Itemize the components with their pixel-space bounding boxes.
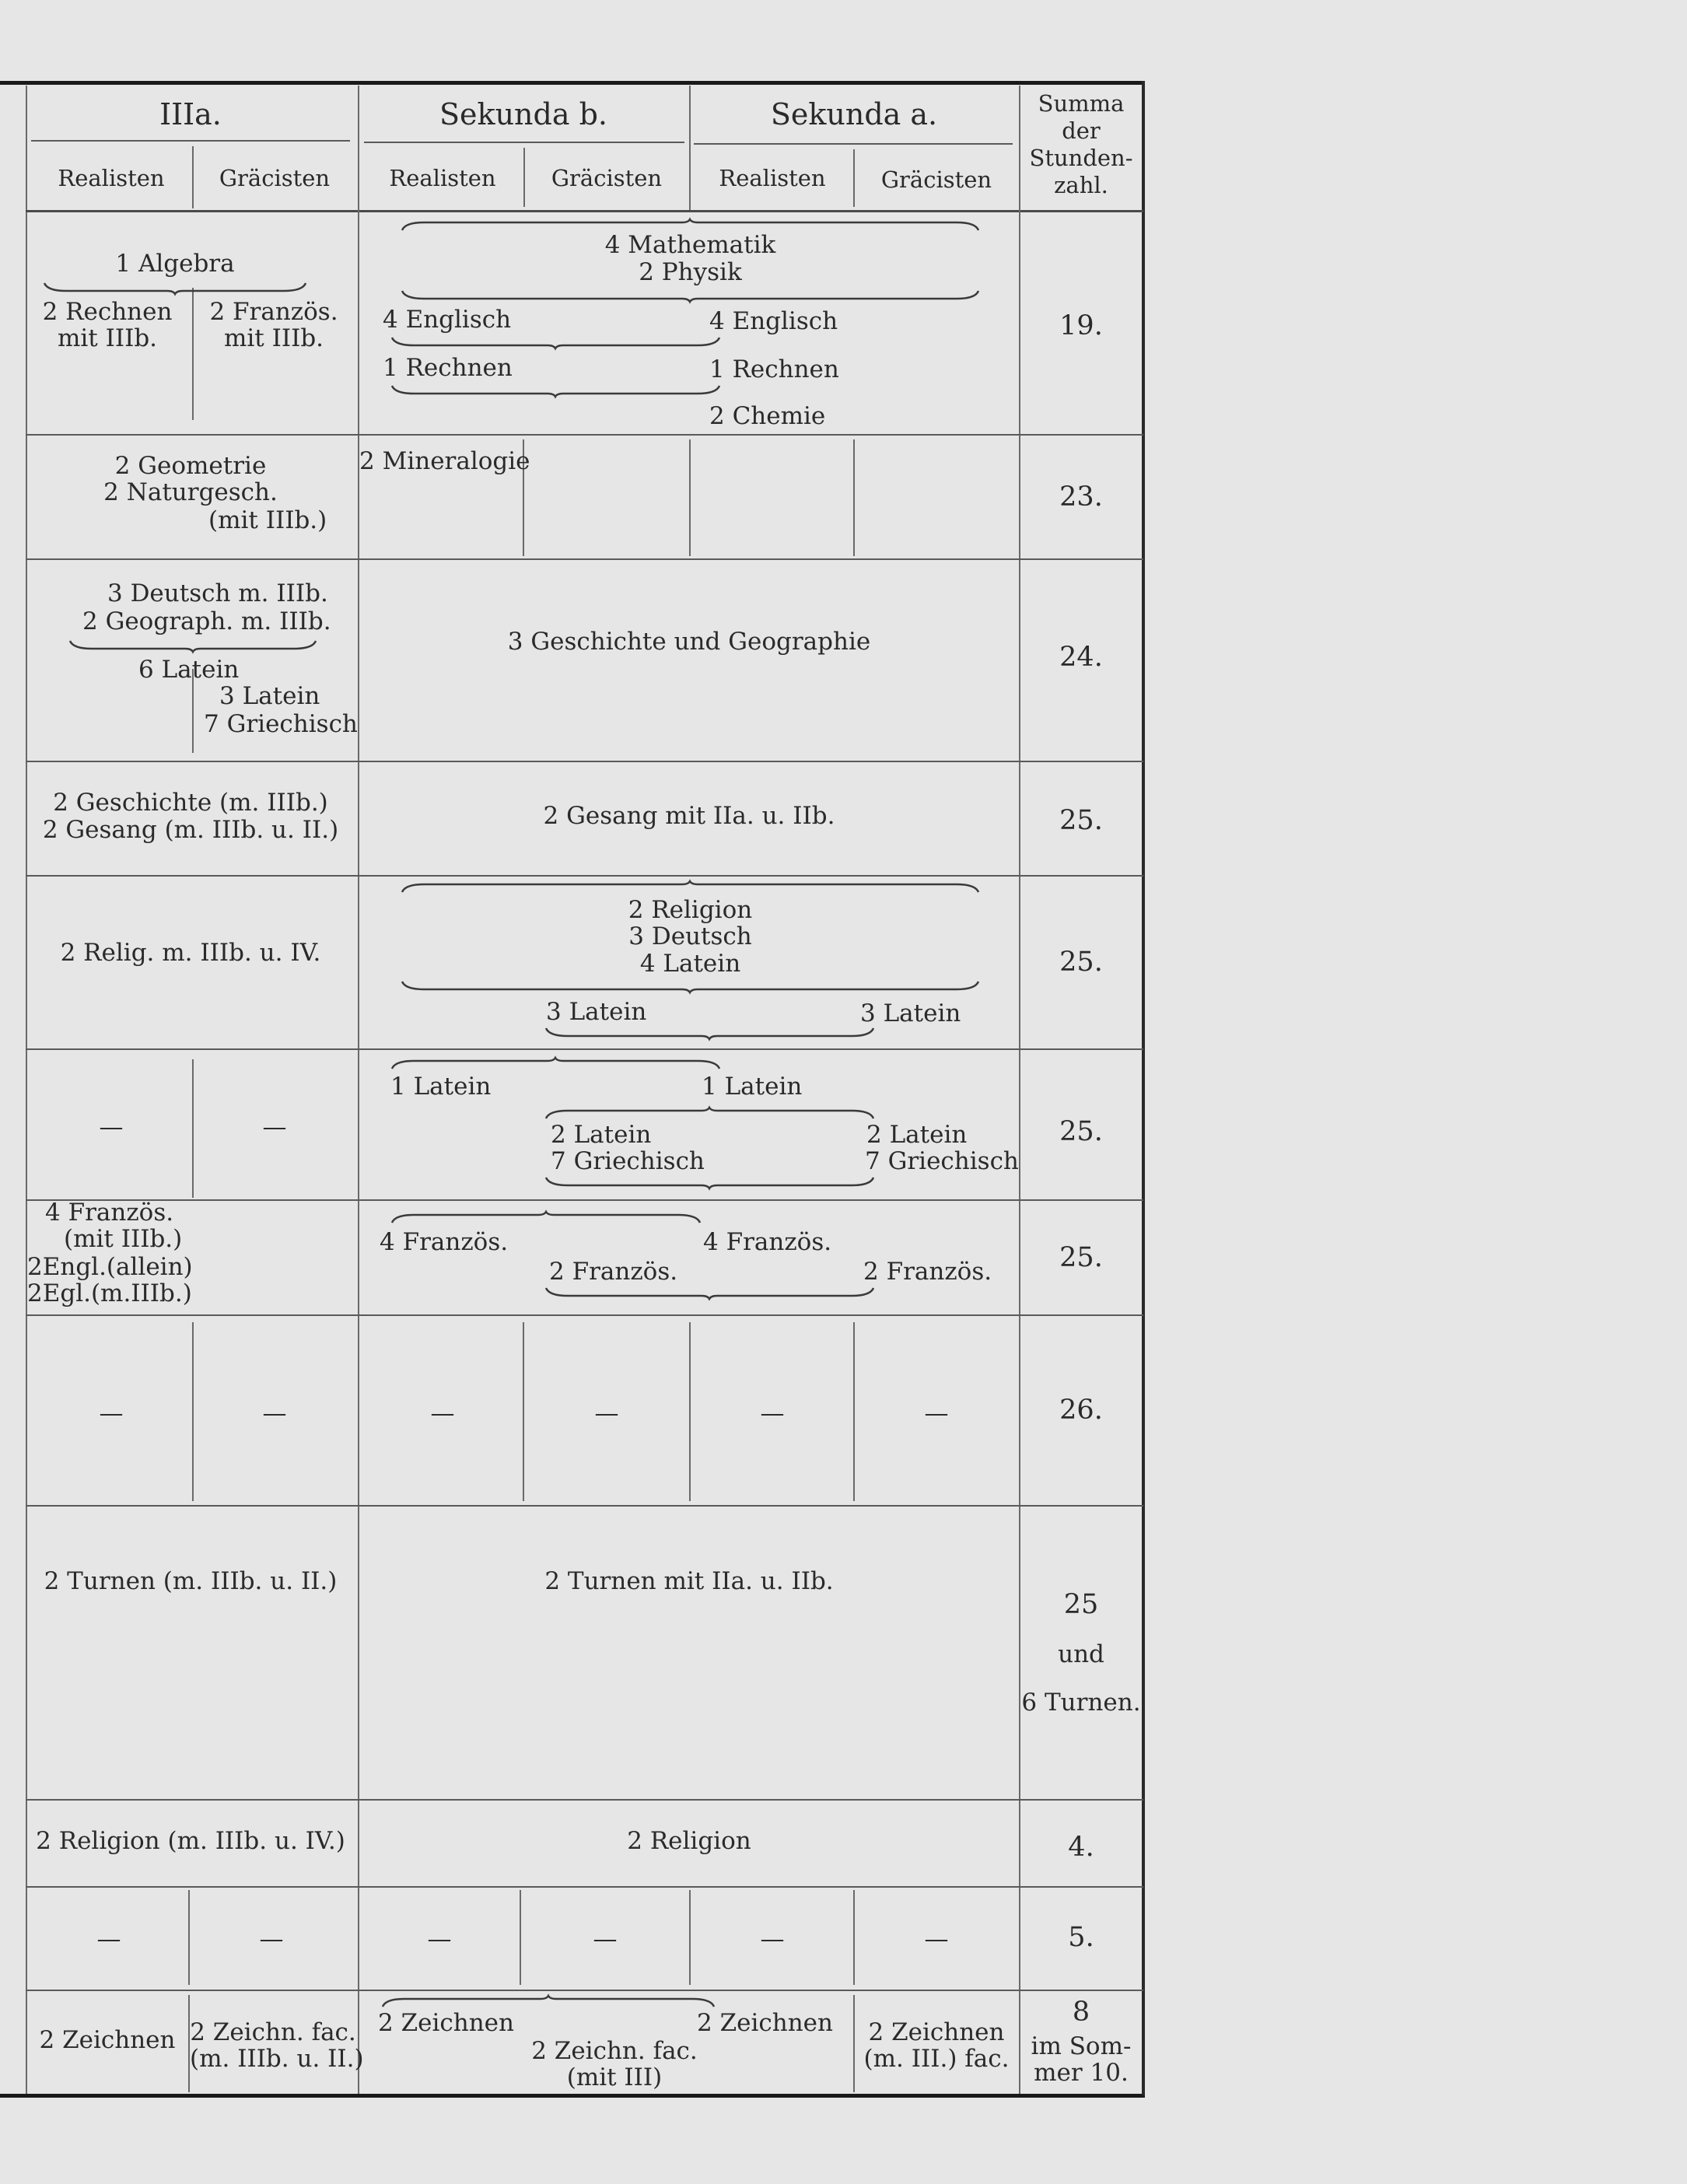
cell-text: 6 Latein — [138, 656, 240, 684]
col-rule — [523, 148, 525, 207]
cell-text: 2 Zeichn. fac. — [190, 2018, 356, 2046]
cell-text: 2 Geograph. m. IIIb. — [82, 607, 331, 635]
cell-text: (mit III) — [566, 2063, 663, 2091]
sum-cell: und — [1058, 1640, 1104, 1668]
brace — [390, 336, 721, 348]
dash-cell: — — [593, 1925, 618, 1953]
row-rule — [26, 1886, 1143, 1888]
sum-cell: mer 10. — [1034, 2059, 1129, 2087]
row-rule — [26, 1990, 1143, 1991]
cell-text: 3 Deutsch m. IIIb. — [107, 579, 328, 607]
header-realisten: Realisten — [719, 165, 826, 191]
cell-text: 2 Französ. — [209, 298, 338, 326]
col-rule — [523, 1322, 524, 1501]
header-summa: Summa — [1038, 90, 1125, 117]
brace — [390, 1058, 721, 1070]
cell-text: 4 Französ. — [45, 1199, 174, 1227]
col-rule — [853, 439, 855, 556]
row-rule — [26, 558, 1143, 560]
brace — [381, 1996, 716, 2008]
cell-text: 2 Zeichnen — [697, 2009, 833, 2037]
cell-text: 2 Französ. — [863, 1258, 992, 1286]
cell-text: 4 Latein — [639, 950, 741, 978]
cell-text: 1 Rechnen — [709, 355, 839, 383]
header-summa: Stunden- — [1029, 145, 1133, 171]
cell-text: 2 Gesang mit IIa. u. IIb. — [543, 802, 835, 830]
dash-cell: — — [924, 1399, 949, 1427]
sum-cell: 26. — [1059, 1395, 1103, 1426]
col-rule — [853, 149, 855, 207]
dash-cell: — — [924, 1925, 949, 1953]
sum-cell: 8 — [1072, 1997, 1090, 2028]
cell-text: (m. IIIb. u. II.) — [190, 2045, 364, 2073]
cell-text: 2 Turnen (m. IIIb. u. II.) — [44, 1567, 338, 1595]
brace — [544, 1286, 875, 1299]
col-rule — [853, 1322, 855, 1501]
sum-cell: 4. — [1068, 1832, 1094, 1863]
col-rule — [1019, 86, 1020, 2094]
header-realisten: Realisten — [389, 165, 496, 191]
brace — [68, 639, 317, 652]
cell-text: 2 Rechnen — [42, 298, 173, 326]
table-bottom-rule — [0, 2094, 1145, 2098]
brace — [401, 980, 980, 992]
dash-cell: — — [760, 1925, 785, 1953]
header-realisten: Realisten — [58, 165, 165, 191]
cell-text: 1 Latein — [702, 1073, 803, 1101]
cell-text: 2 Gesang (m. IIIb. u. II.) — [42, 816, 339, 844]
cell-text: (mit IIIb.) — [208, 506, 327, 534]
header-graecisten: Gräcisten — [880, 166, 992, 193]
col-rule — [689, 439, 691, 556]
cell-text: 2 Physik — [639, 258, 742, 286]
brace — [401, 881, 980, 894]
brace — [390, 1212, 702, 1224]
brace — [544, 1176, 875, 1188]
cell-text: 2 Geschichte (m. IIIb.) — [53, 789, 328, 817]
row-rule — [26, 1505, 1143, 1507]
col-rule — [520, 1890, 521, 1985]
header-graecisten: Gräcisten — [551, 165, 663, 191]
col-rule — [192, 288, 194, 420]
cell-text: 2 Relig. m. IIIb. u. IV. — [60, 939, 321, 967]
sum-cell: 25 — [1063, 1589, 1099, 1620]
row-rule — [26, 434, 1143, 436]
cell-text: 2 Turnen mit IIa. u. IIb. — [544, 1567, 834, 1595]
col-rule — [853, 1890, 855, 1985]
header-col-sekunda-b: Sekunda b. — [439, 97, 607, 131]
cell-text: 1 Rechnen — [383, 354, 513, 382]
cell-text: 2Egl.(m.IIIb.) — [27, 1279, 192, 1307]
cell-text: 4 Englisch — [709, 307, 838, 335]
sum-cell: 23. — [1059, 481, 1103, 513]
table-top-rule — [0, 81, 1145, 85]
cell-text: 1 Latein — [390, 1073, 492, 1101]
col-rule — [689, 1322, 691, 1501]
brace — [544, 1108, 875, 1120]
col-rule — [192, 146, 194, 208]
cell-text: 3 Latein — [860, 999, 961, 1027]
cell-text: 2 Latein — [866, 1121, 968, 1149]
cell-text: 2 Religion (m. IIIb. u. IV.) — [36, 1827, 345, 1855]
cell-text: 2 Religion — [627, 1827, 751, 1855]
cell-text: 3 Latein — [546, 998, 647, 1026]
row-rule — [26, 1314, 1143, 1316]
col-rule — [192, 1322, 194, 1501]
cell-text: 3 Deutsch — [628, 922, 752, 950]
sum-cell: 25. — [1059, 947, 1103, 978]
cell-text: 2 Zeichn. fac. — [531, 2037, 698, 2065]
cell-text: 2 Naturgesch. — [103, 478, 278, 506]
header-bottom-rule — [26, 210, 1143, 212]
sum-cell: 24. — [1059, 642, 1103, 673]
sum-cell: im Som- — [1031, 2032, 1132, 2060]
cell-text: 2 Chemie — [709, 402, 826, 430]
cell-text: 4 Mathematik — [604, 231, 776, 259]
row-rule — [26, 875, 1143, 877]
table-right-rule — [1142, 81, 1145, 2095]
row-rule — [26, 1048, 1143, 1050]
cell-text: mit IIIb. — [223, 324, 324, 352]
row-rule — [26, 1199, 1143, 1201]
col-rule — [689, 86, 691, 210]
cell-text: 2 Zeichnen — [39, 2026, 176, 2054]
dash-cell: — — [99, 1113, 124, 1141]
cell-text: 2 Religion — [628, 896, 753, 924]
brace — [401, 219, 980, 232]
header-sub-rule — [31, 140, 350, 142]
header-summa: zahl. — [1054, 172, 1108, 198]
cell-text: 2Engl.(allein) — [27, 1253, 193, 1281]
cell-text: mit IIIb. — [57, 324, 158, 352]
col-rule — [853, 1995, 855, 2092]
cell-text: 3 Geschichte und Geographie — [507, 628, 871, 656]
cell-text: 3 Latein — [219, 682, 320, 710]
cell-text: 4 Französ. — [703, 1228, 832, 1256]
row-rule — [26, 1799, 1143, 1801]
cell-text: 2 Zeichnen — [378, 2009, 514, 2037]
dash-cell: — — [262, 1399, 287, 1427]
dash-cell: — — [259, 1925, 284, 1953]
cell-text: (m. III.) fac. — [863, 2045, 1010, 2073]
header-col-IIIa: IIIa. — [159, 97, 222, 131]
brace — [43, 282, 307, 294]
cell-text: 2 Mineralogie — [359, 447, 530, 475]
dash-cell: — — [262, 1113, 287, 1141]
sum-cell: 6 Turnen. — [1021, 1689, 1141, 1717]
cell-text: 7 Griechisch — [204, 710, 358, 738]
brace — [390, 384, 721, 397]
sum-cell: 25. — [1059, 1116, 1103, 1147]
brace — [544, 1027, 875, 1039]
row-rule — [26, 761, 1143, 762]
sum-cell: 19. — [1059, 310, 1103, 341]
header-col-sekunda-a: Sekunda a. — [770, 97, 938, 131]
col-rule — [192, 1059, 194, 1198]
dash-cell: — — [760, 1399, 785, 1427]
sum-cell: 25. — [1059, 805, 1103, 836]
dash-cell: — — [594, 1399, 619, 1427]
col-rule — [358, 86, 359, 2094]
cell-text: 2 Französ. — [549, 1258, 678, 1286]
header-sub-rule — [694, 143, 1013, 145]
sum-cell: 5. — [1068, 1922, 1094, 1953]
cell-text: 7 Griechisch — [551, 1147, 705, 1175]
col-rule — [689, 1890, 691, 1985]
table-left-rule — [26, 86, 27, 2094]
header-sub-rule — [364, 142, 684, 143]
cell-text: 7 Griechisch — [865, 1147, 1019, 1175]
cell-text: 2 Zeichnen — [868, 2018, 1005, 2046]
cell-text: 2 Latein — [551, 1121, 652, 1149]
cell-text: 2 Geometrie — [114, 452, 267, 480]
cell-text: 4 Englisch — [383, 306, 512, 334]
dash-cell: — — [430, 1399, 455, 1427]
header-graecisten: Gräcisten — [219, 165, 331, 191]
header-summa: der — [1062, 117, 1101, 144]
cell-text: 4 Französ. — [380, 1228, 509, 1256]
brace — [401, 289, 980, 302]
dash-cell: — — [99, 1399, 124, 1427]
sum-cell: 25. — [1059, 1242, 1103, 1273]
cell-text: (mit IIIb.) — [64, 1225, 183, 1253]
cell-text: 1 Algebra — [115, 250, 235, 278]
dash-cell: — — [427, 1925, 452, 1953]
dash-cell: — — [96, 1925, 121, 1953]
